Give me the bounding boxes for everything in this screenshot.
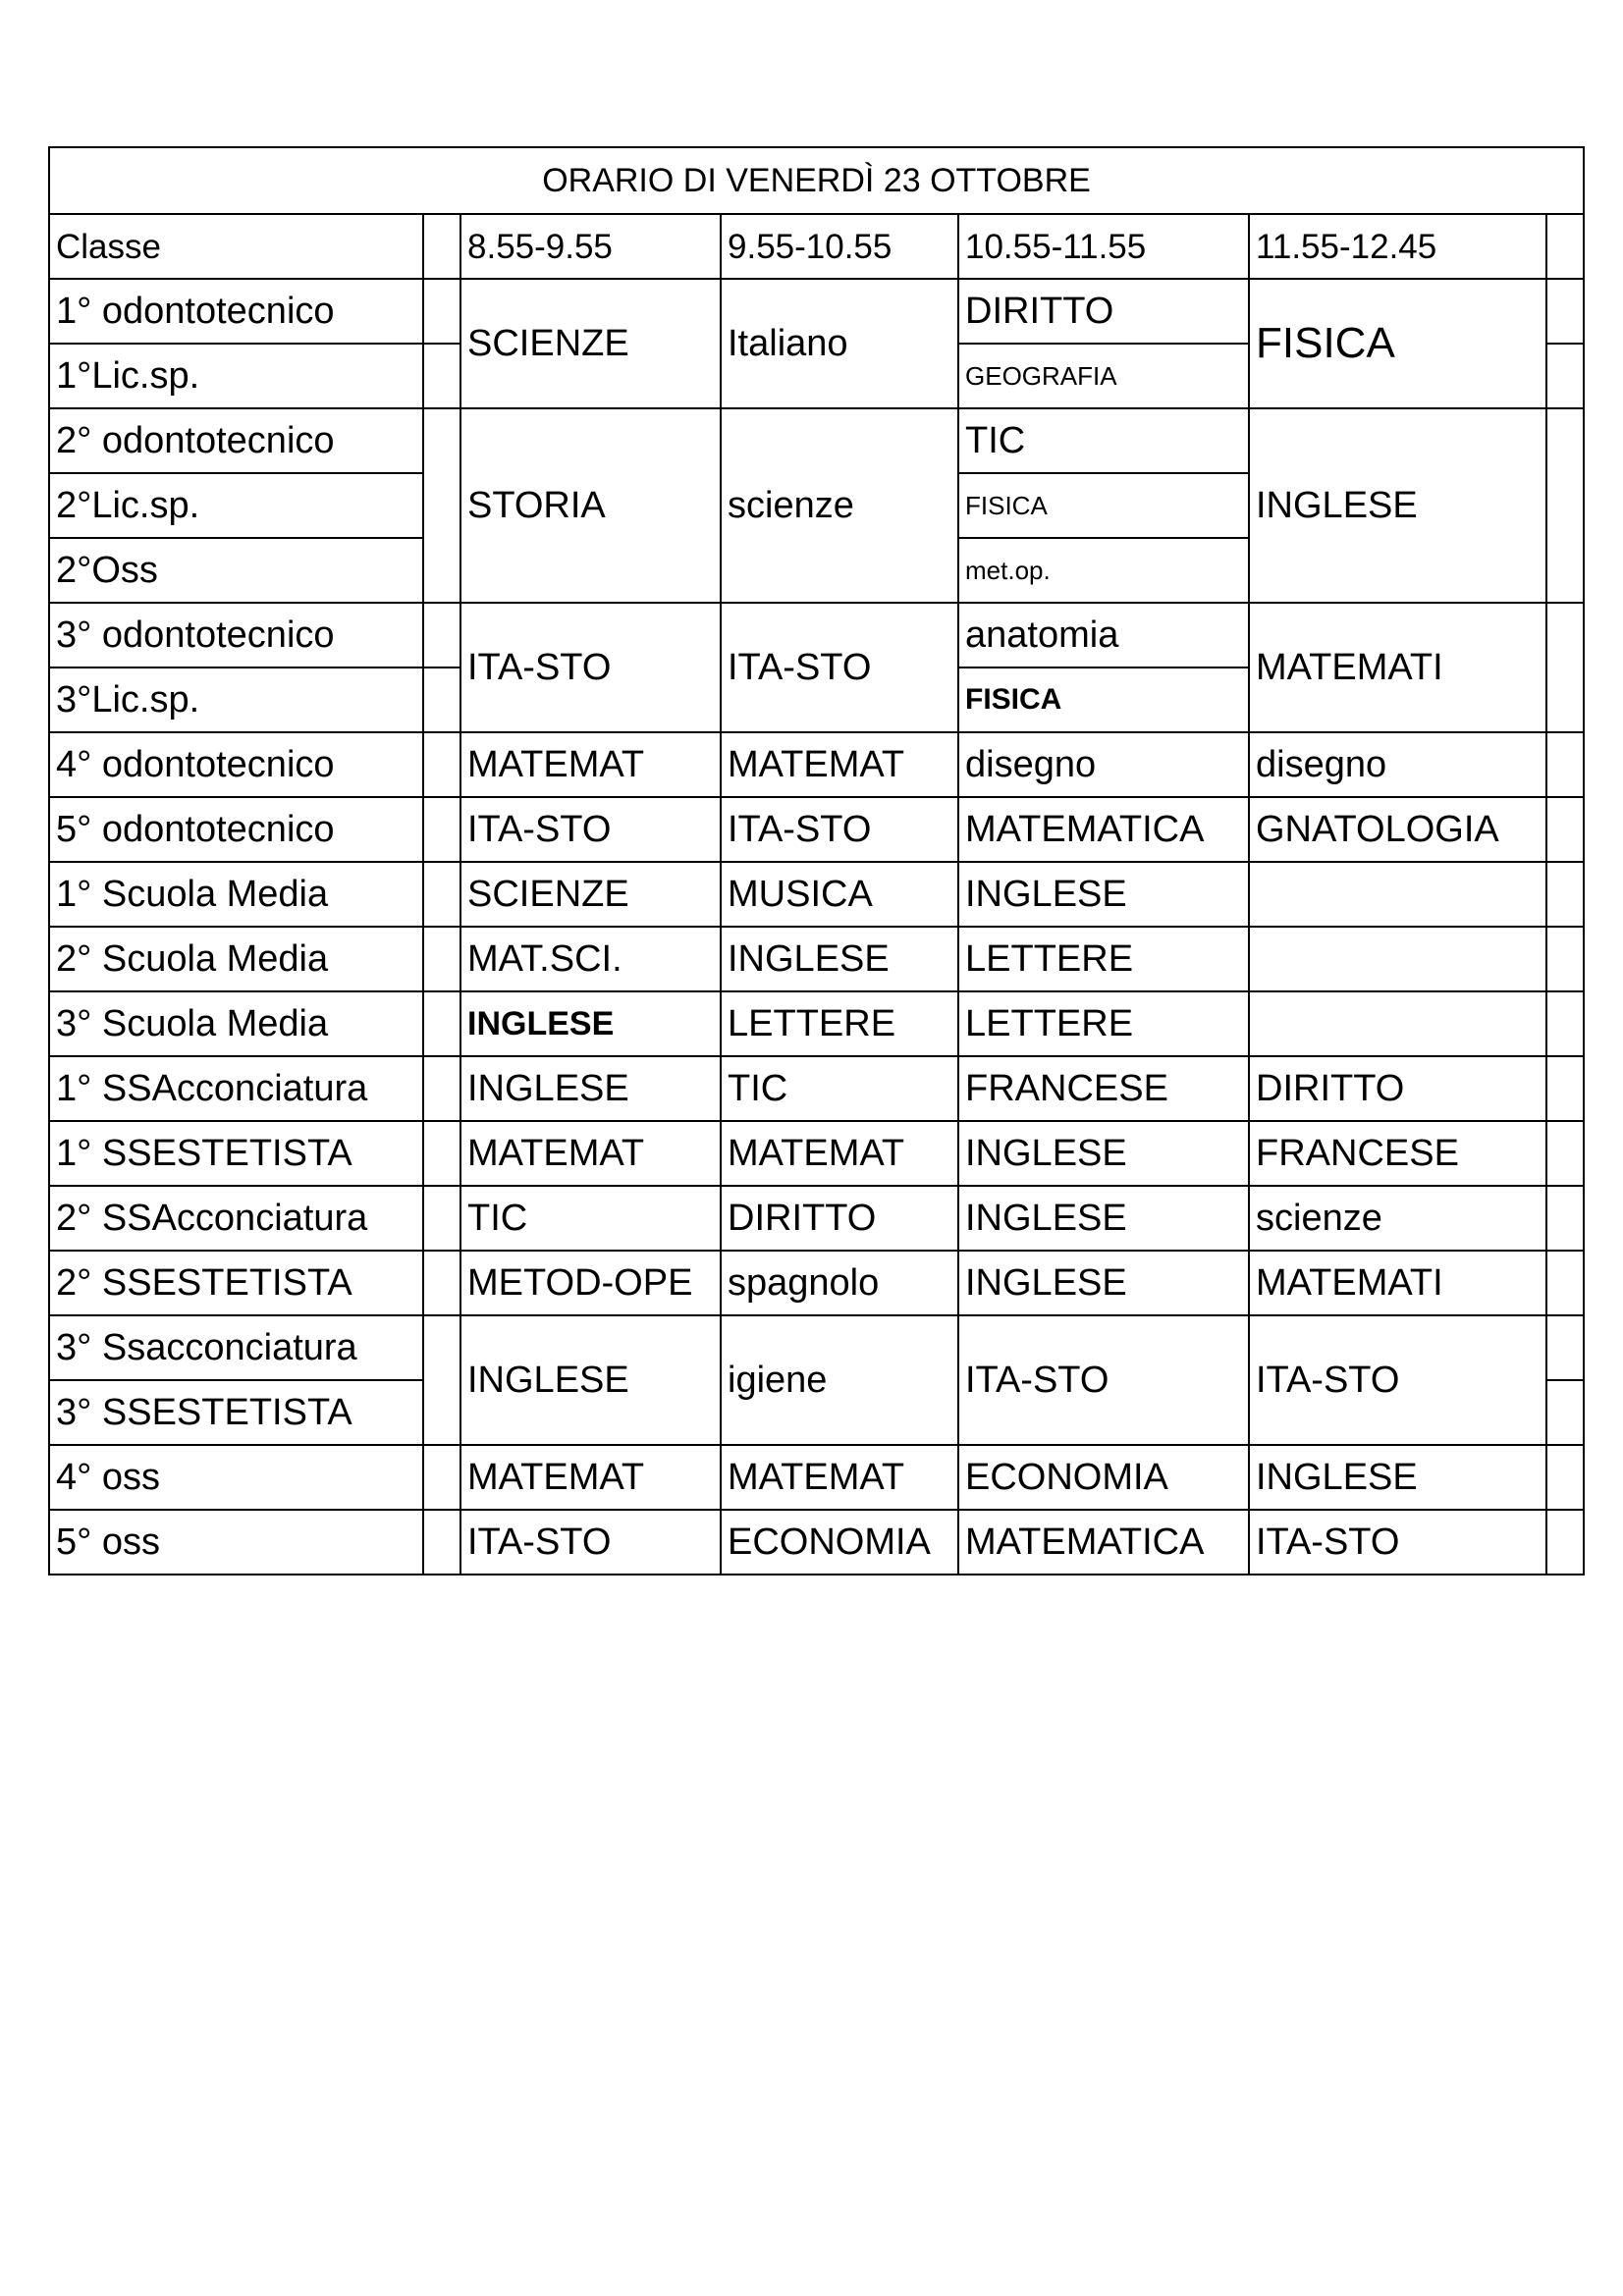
class-name: 2° SSAcconciatura [49, 1186, 423, 1251]
spacer-cell [1546, 1251, 1584, 1315]
table-row [49, 408, 1584, 473]
table-row [49, 732, 1584, 797]
header-row [49, 214, 1584, 279]
subject-cell: MATEMAT [460, 1445, 721, 1510]
subject-cell: SCIENZE [460, 279, 721, 408]
subject-cell: disegno [958, 732, 1249, 797]
table-row [49, 1056, 1584, 1121]
subject-cell: ITA-STO [1249, 1510, 1546, 1575]
spacer-cell [1546, 279, 1584, 344]
spacer-cell [1546, 1445, 1584, 1510]
subject-cell: MATEMATI [1249, 1251, 1546, 1315]
subject-cell: scienze [1249, 1186, 1546, 1251]
subject-cell: MATEMAT [721, 732, 958, 797]
subject-cell: ECONOMIA [958, 1445, 1249, 1510]
spacer-cell [1546, 214, 1584, 279]
class-name: 5° oss [49, 1510, 423, 1575]
page-title: ORARIO DI VENERDÌ 23 OTTOBRE [49, 147, 1584, 214]
class-name: 2° SSESTETISTA [49, 1251, 423, 1315]
header-classe: Classe [49, 214, 423, 279]
subject-cell: INGLESE [460, 991, 721, 1056]
subject-cell: ITA-STO [1249, 1315, 1546, 1445]
subject-cell: disegno [1249, 732, 1546, 797]
empty-cell [1249, 991, 1546, 1056]
subject-cell: INGLESE [460, 1056, 721, 1121]
spacer-cell [1546, 732, 1584, 797]
spacer-cell [1546, 1056, 1584, 1121]
subject-cell: STORIA [460, 408, 721, 603]
table-row [49, 279, 1584, 344]
header-slot-3: 10.55-11.55 [958, 214, 1249, 279]
spacer-cell [423, 1510, 460, 1575]
subject-cell: ITA-STO [721, 603, 958, 732]
spacer-cell [423, 1121, 460, 1186]
class-name: 4° oss [49, 1445, 423, 1510]
class-name: 4° odontotecnico [49, 732, 423, 797]
spacer-cell [1546, 1121, 1584, 1186]
class-name: 1° odontotecnico [49, 279, 423, 344]
subject-cell: ITA-STO [460, 797, 721, 862]
subject-cell: MATEMAT [460, 732, 721, 797]
subject-cell: ITA-STO [721, 797, 958, 862]
spacer-cell [423, 279, 460, 344]
class-name: 2°Oss [49, 538, 423, 603]
subject-cell: GNATOLOGIA [1249, 797, 1546, 862]
spacer-cell [423, 797, 460, 862]
class-name: 2° Scuola Media [49, 927, 423, 991]
spacer-cell [1546, 862, 1584, 927]
table-row [49, 1445, 1584, 1510]
subject-cell: INGLESE [460, 1315, 721, 1445]
subject-cell: TIC [958, 408, 1249, 473]
class-name: 3° odontotecnico [49, 603, 423, 667]
spacer-cell [1546, 408, 1584, 603]
class-name: 2° odontotecnico [49, 408, 423, 473]
spacer-cell [423, 1056, 460, 1121]
spacer-cell [1546, 1510, 1584, 1575]
schedule-table [48, 146, 1585, 1575]
table-row [49, 1510, 1584, 1575]
class-name: 2°Lic.sp. [49, 473, 423, 538]
spacer-cell [1546, 603, 1584, 732]
subject-cell: MATEMATICA [958, 797, 1249, 862]
class-name: 1° Scuola Media [49, 862, 423, 927]
class-name: 5° odontotecnico [49, 797, 423, 862]
spacer-cell [423, 991, 460, 1056]
subject-cell: ECONOMIA [721, 1510, 958, 1575]
subject-cell: TIC [721, 1056, 958, 1121]
empty-cell [1249, 862, 1546, 927]
empty-cell [1249, 927, 1546, 991]
subject-cell: DIRITTO [958, 279, 1249, 344]
subject-cell: FRANCESE [1249, 1121, 1546, 1186]
subject-cell: DIRITTO [1249, 1056, 1546, 1121]
subject-cell: met.op. [958, 538, 1249, 603]
subject-cell: INGLESE [958, 1186, 1249, 1251]
class-name: 1° SSESTETISTA [49, 1121, 423, 1186]
subject-cell: INGLESE [958, 862, 1249, 927]
spacer-cell [423, 1445, 460, 1510]
spacer-cell [423, 1251, 460, 1315]
class-name: 1° SSAcconciatura [49, 1056, 423, 1121]
header-slot-2: 9.55-10.55 [721, 214, 958, 279]
table-row [49, 1315, 1584, 1380]
subject-cell: INGLESE [1249, 1445, 1546, 1510]
subject-cell: spagnolo [721, 1251, 958, 1315]
spacer-cell [1546, 1186, 1584, 1251]
subject-cell: FISICA [1249, 279, 1546, 408]
spacer-cell [1546, 797, 1584, 862]
subject-cell: INGLESE [1249, 408, 1546, 603]
subject-cell: ITA-STO [460, 603, 721, 732]
subject-cell: Italiano [721, 279, 958, 408]
spacer-cell [1546, 1380, 1584, 1445]
subject-cell: MATEMATICA [958, 1510, 1249, 1575]
subject-cell: anatomia [958, 603, 1249, 667]
subject-cell: LETTERE [721, 991, 958, 1056]
subject-cell: MATEMAT [460, 1121, 721, 1186]
subject-cell: ITA-STO [460, 1510, 721, 1575]
subject-cell: MAT.SCI. [460, 927, 721, 991]
spacer-cell [423, 408, 460, 603]
spacer-cell [423, 344, 460, 408]
table-row [49, 991, 1584, 1056]
subject-cell: SCIENZE [460, 862, 721, 927]
subject-cell: LETTERE [958, 991, 1249, 1056]
table-row [49, 1121, 1584, 1186]
spacer-cell [423, 667, 460, 732]
subject-cell: TIC [460, 1186, 721, 1251]
table-row [49, 1251, 1584, 1315]
header-slot-1: 8.55-9.55 [460, 214, 721, 279]
subject-cell: DIRITTO [721, 1186, 958, 1251]
subject-cell: FISICA [958, 667, 1249, 732]
subject-cell: INGLESE [958, 1251, 1249, 1315]
class-name: 3° Scuola Media [49, 991, 423, 1056]
header-slot-4: 11.55-12.45 [1249, 214, 1546, 279]
subject-cell: METOD-OPE [460, 1251, 721, 1315]
spacer-cell [423, 862, 460, 927]
subject-cell: ITA-STO [958, 1315, 1249, 1445]
subject-cell: LETTERE [958, 927, 1249, 991]
subject-cell: INGLESE [721, 927, 958, 991]
spacer-cell [423, 927, 460, 991]
table-row [49, 862, 1584, 927]
subject-cell: MATEMAT [721, 1445, 958, 1510]
class-name: 3°Lic.sp. [49, 667, 423, 732]
subject-cell: MUSICA [721, 862, 958, 927]
subject-cell: INGLESE [958, 1121, 1249, 1186]
class-name: 3° SSESTETISTA [49, 1380, 423, 1445]
table-row [49, 1186, 1584, 1251]
spacer-cell [1546, 1315, 1584, 1380]
spacer-cell [1546, 991, 1584, 1056]
spacer-cell [1546, 927, 1584, 991]
title-row [49, 147, 1584, 214]
spacer-cell [423, 603, 460, 667]
spacer-cell [423, 1315, 460, 1445]
subject-cell: igiene [721, 1315, 958, 1445]
class-name: 3° Ssacconciatura [49, 1315, 423, 1380]
table-row [49, 927, 1584, 991]
subject-cell: scienze [721, 408, 958, 603]
class-name: 1°Lic.sp. [49, 344, 423, 408]
spacer-cell [423, 732, 460, 797]
subject-cell: FRANCESE [958, 1056, 1249, 1121]
table-row [49, 603, 1584, 667]
table-row [49, 797, 1584, 862]
subject-cell: GEOGRAFIA [958, 344, 1249, 408]
spacer-cell [1546, 344, 1584, 408]
spacer-cell [423, 1186, 460, 1251]
subject-cell: FISICA [958, 473, 1249, 538]
spacer-cell [423, 214, 460, 279]
subject-cell: MATEMATI [1249, 603, 1546, 732]
subject-cell: MATEMAT [721, 1121, 958, 1186]
